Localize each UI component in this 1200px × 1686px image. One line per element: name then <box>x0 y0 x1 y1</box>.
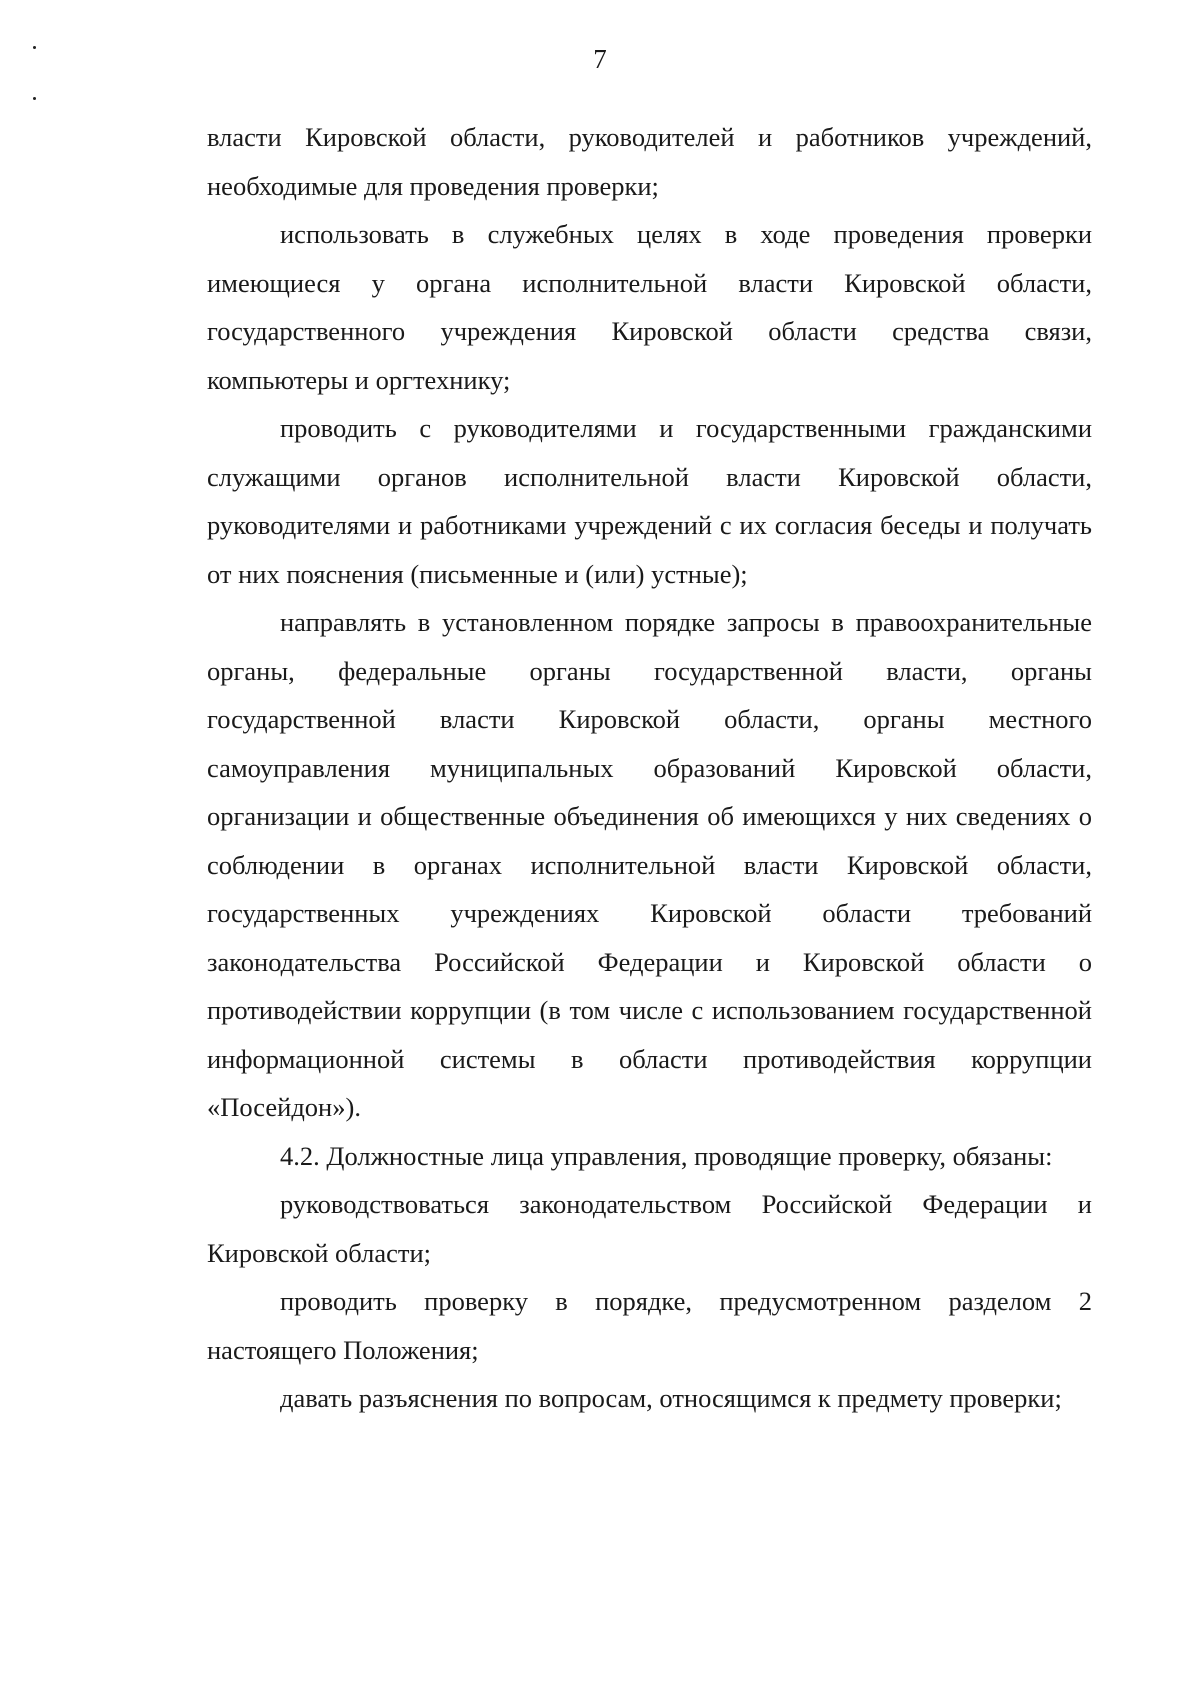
paragraph: проводить проверку в порядке, предусмотренном разделом 2 настоящего Положения; <box>207 1286 1092 1365</box>
scan-artifact-dot <box>33 97 36 100</box>
paragraph-continuation: власти Кировской области, руководителей и работников учреждений, необходимые для проведения проверки; <box>207 122 1092 201</box>
page-number: 7 <box>593 44 607 74</box>
paragraph: руководствоваться законодательством Российской Федерации и Кировской области; <box>207 1189 1092 1268</box>
paragraph: использовать в служебных целях в ходе проведения проверки имеющиеся у органа исполнительной власти Кировской области, государственного учреждения Кировской области средства связи, компьютеры и оргтехнику; <box>207 219 1092 395</box>
paragraph: направлять в установленном порядке запросы в правоохранительные органы, федеральные органы государственной власти, органы государственной власти Кировской области, органы местного самоуправления муниципальных образований Кировской области, организации и общественные объединения об имеющихся у них сведениях о соблюдении в органах исполнительной власти Кировской области, государственных учреждениях Кировской области требований законодательства Российской Федерации и Кировской области о противодействии коррупции (в том числе с использованием государственной информационной системы в области противодействия коррупции «Посейдон»). <box>207 607 1092 1122</box>
scan-artifact-dot <box>33 46 36 49</box>
document-body <box>207 113 1092 1423</box>
paragraph: проводить с руководителями и государственными гражданскими служащими органов исполнительной власти Кировской области, руководителями и работниками учреждений с их согласия беседы и получать от них пояснения (письменные и (или) устные); <box>207 413 1092 589</box>
paragraph: давать разъяснения по вопросам, относящимся к предмету проверки; <box>280 1383 1062 1413</box>
section-paragraph-4-2: 4.2. Должностные лица управления, проводящие проверку, обязаны: <box>280 1140 1053 1171</box>
